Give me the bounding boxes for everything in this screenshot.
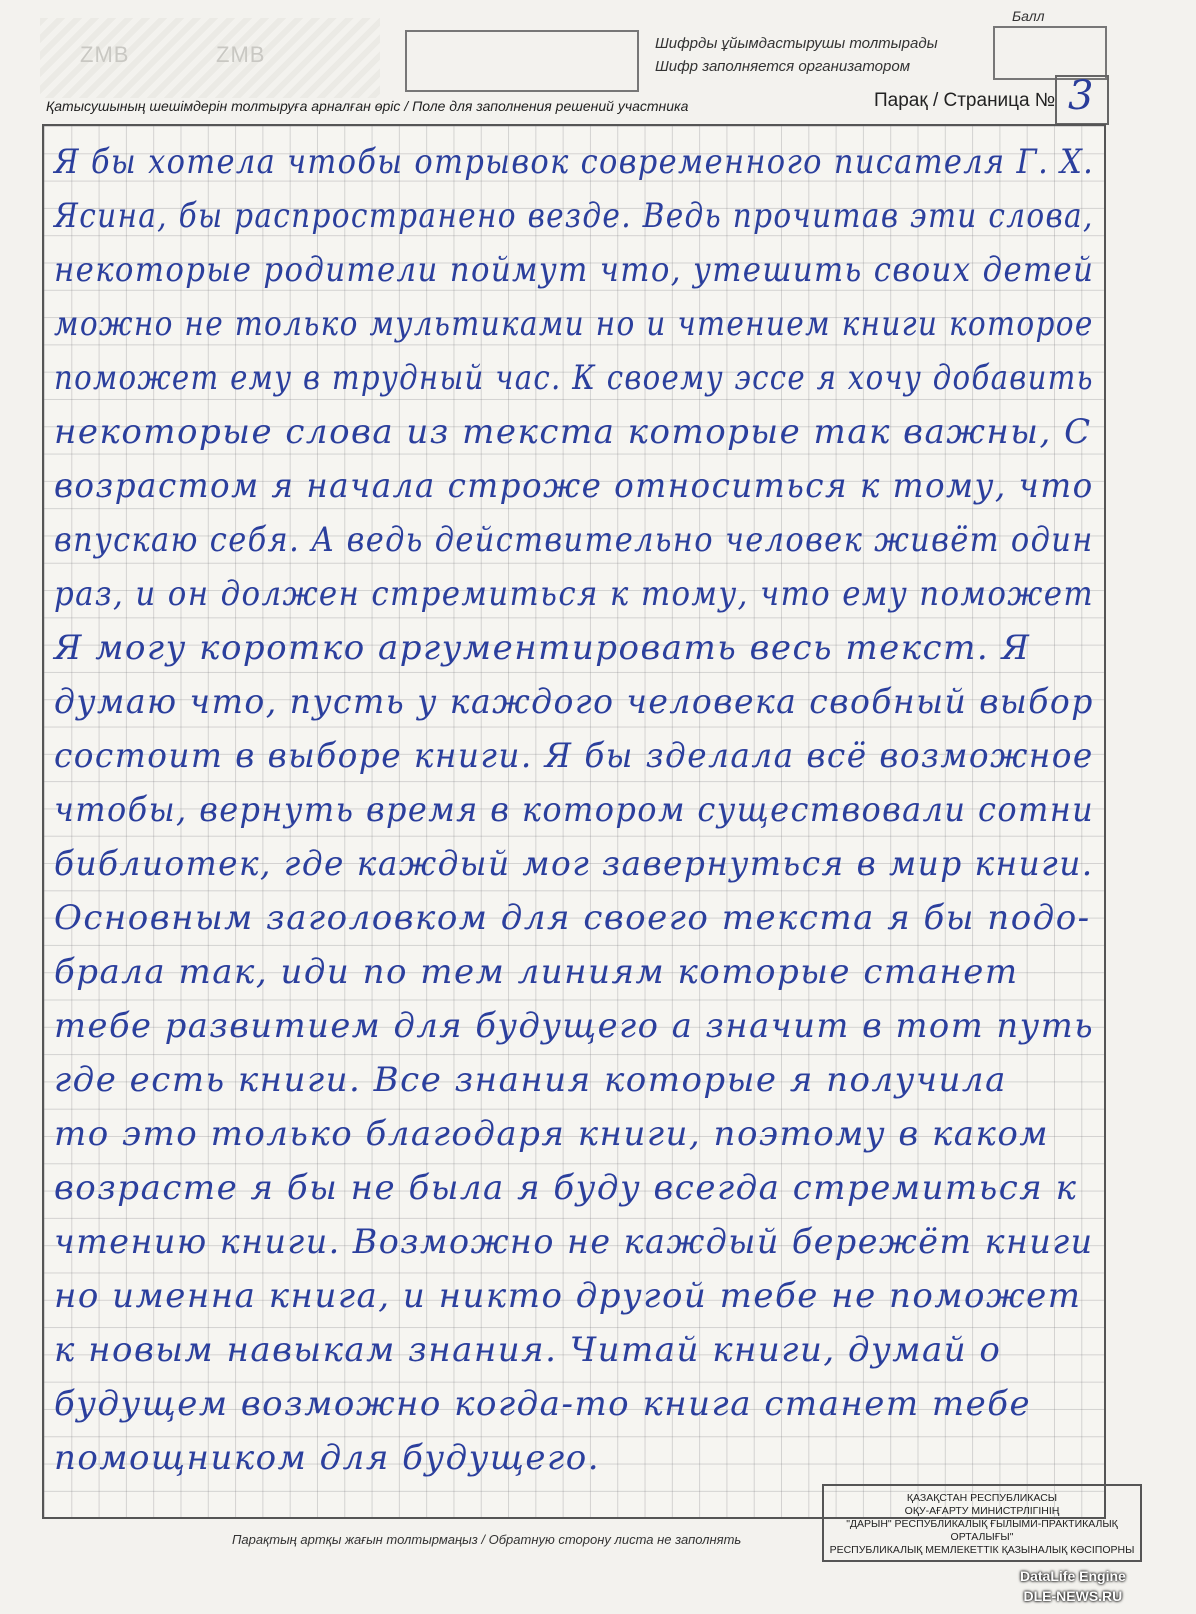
essay-line: чтобы, вернуть время в котором существовали сотни (54, 790, 1095, 830)
essay-line: возрасте я бы не была я буду всегда стремиться к (54, 1168, 1078, 1208)
essay-line: некоторые слова из текста которые так важны, С (54, 412, 1092, 452)
page-label: Парақ / Страница № (874, 90, 1056, 111)
essay-line: можно не только мультиками но и чтением книги которое (54, 304, 1094, 344)
essay-line: брала так, иди по тем линиям которые станет (54, 952, 1019, 992)
cipher-box (405, 30, 639, 92)
watermark-line: DataLife Engine (1020, 1568, 1126, 1584)
essay-line: чтению книги. Возможно не каждый бережёт книги (54, 1222, 1094, 1262)
essay-line: но именна книга, и никто другой тебе не поможет (54, 1276, 1082, 1316)
essay-line: состоит в выборе книги. Я бы зделала всё возможное (54, 736, 1094, 776)
stamp-line: РЕСПУБЛИКАЛЫҚ МЕМЛЕКЕТТІК ҚАЗЫНАЛЫҚ КӘСІПОРНЫ (829, 1544, 1135, 1556)
watermark-line: DLE-NEWS.RU (1023, 1588, 1123, 1604)
zmb-mark: ZMB (216, 42, 266, 67)
essay-line: раз, и он должен стремиться к тому, что ему поможет (54, 574, 1094, 614)
essay-line: к новым навыкам знания. Читай книги, думай о (54, 1330, 1002, 1370)
watermark (1020, 1566, 1126, 1606)
cipher-label-ru: Шифр заполняется организатором (655, 58, 910, 75)
essay-line: поможет ему в трудный час. К своему эссе я хочу добавить (54, 358, 1094, 398)
essay-line: то это только благодаря книги, поэтому в каком (54, 1114, 1050, 1154)
page-number: 3 (1068, 73, 1094, 119)
essay-line: впускаю себя. А ведь действительно человек живёт один (54, 520, 1094, 560)
score-box (993, 26, 1107, 80)
essay-line: библиотек, где каждый мог завернуться в мир книги. (54, 844, 1094, 884)
answer-field-label: Қатысушының шешімдерін толтыруға арналған өріс / Поле для заполнения решений участника (46, 98, 689, 114)
essay-line: Основным заголовком для своего текста я бы подо- (54, 898, 1091, 938)
essay-line: возрастом я начала строже относиться к тому, что (54, 466, 1094, 506)
essay-line: будущем возможно когда-то книга станет тебе (54, 1384, 1032, 1424)
stamp-line: ҚАЗАҚСТАН РЕСПУБЛИКАСЫ (906, 1492, 1058, 1504)
stamp-line: ОҚУ-АҒАРТУ МИНИСТРЛІГІНІҢ (904, 1505, 1060, 1517)
essay-line: где есть книги. Все знания которые я получила (54, 1060, 1007, 1100)
essay-line: Я могу коротко аргументировать весь текст. Я (54, 628, 1031, 668)
essay-line: некоторые родители поймут что, утешить своих детей (54, 250, 1095, 290)
back-side-note: Парақтың артқы жағын толтырмаңыз / Обратную сторону листа не заполнять (232, 1532, 742, 1547)
essay-line: думаю что, пусть у каждого человека свобный выбор (54, 682, 1094, 722)
essay-line: Ясина, бы распространено везде. Ведь прочитав эти слова, (54, 196, 1094, 236)
zmb-mark: ZMB (80, 42, 130, 67)
essay-line: помощником для будущего. (54, 1438, 600, 1478)
essay-line: Я бы хотела чтобы отрывок современного писателя Г. Х. (54, 142, 1095, 182)
essay-line: тебе развитием для будущего а значит в тот путь (54, 1006, 1095, 1046)
score-label: Балл (1012, 8, 1045, 24)
cipher-label-kk: Шифрды ұйымдастырушы толтырады (655, 35, 938, 52)
stamp-line: "ДАРЫН" РЕСПУБЛИКАЛЫҚ ҒЫЛЫМИ-ПРАКТИКАЛЫҚ ОРТАЛЫҒЫ" (846, 1518, 1118, 1543)
organization-stamp (822, 1484, 1142, 1562)
